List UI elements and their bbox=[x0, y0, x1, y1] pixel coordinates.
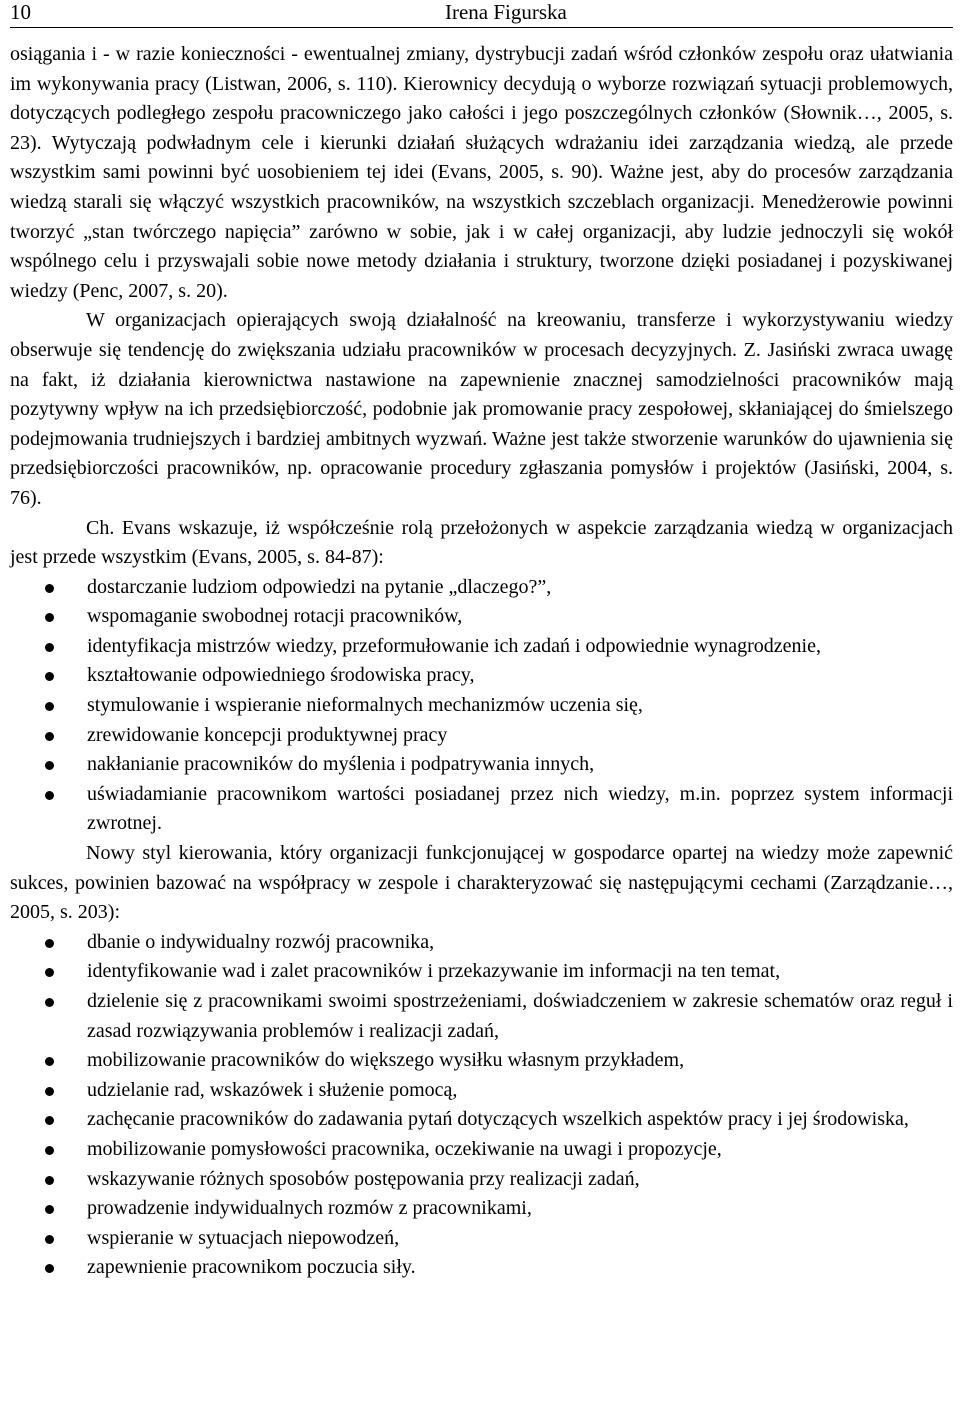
list-item-text: dbanie o indywidualny rozwój pracownika, bbox=[87, 930, 435, 953]
paragraph-4: Nowy styl kierowania, który organizacji funkcjonującej w gospodarce opartej na wiedzy może zapewnić sukces, powinien bazować na współpracy w zespole i charakteryzować się następującymi cechami (Zarządzanie…, 2005, s. 203): bbox=[10, 842, 953, 924]
bullet-icon bbox=[45, 968, 54, 977]
list-item-text: wspieranie w sytuacjach niepowodzeń, bbox=[87, 1226, 400, 1249]
paragraph-3: Ch. Evans wskazuje, iż współcześnie rolą przełożonych w aspekcie zarządzania wiedzą w organizacjach jest przede wszystkim (Evans, 2005, s. 84-87): bbox=[10, 516, 953, 569]
list-item bbox=[10, 602, 953, 632]
list-item-text: zrewidowanie koncepcji produktywnej pracy bbox=[87, 723, 448, 746]
bullet-list-manager-roles bbox=[10, 573, 953, 839]
bullet-icon bbox=[45, 1057, 54, 1066]
list-item-text: udzielanie rad, wskazówek i służenie pomocą, bbox=[87, 1078, 458, 1101]
list-item-text: dzielenie się z pracownikami swoimi spostrzeżeniami, doświadczeniem w zakresie schematów oraz reguł i zasad rozwiązywania problemów i realizacji zadań, bbox=[87, 990, 953, 1042]
bullet-icon bbox=[45, 584, 54, 593]
bullet-icon bbox=[45, 672, 54, 681]
list-item bbox=[10, 928, 953, 958]
list-item bbox=[10, 1135, 953, 1165]
list-item bbox=[10, 957, 953, 987]
page-number: 10 bbox=[10, 0, 31, 24]
list-item bbox=[10, 1076, 953, 1106]
list-item bbox=[10, 1165, 953, 1195]
bullet-icon bbox=[45, 761, 54, 770]
list-item bbox=[10, 1105, 953, 1135]
list-item-text: prowadzenie indywidualnych rozmów z pracownikami, bbox=[87, 1197, 532, 1220]
list-item-text: stymulowanie i wspieranie nieformalnych mechanizmów uczenia się, bbox=[87, 694, 643, 717]
list-item bbox=[10, 1253, 953, 1283]
bullet-icon bbox=[45, 1205, 54, 1214]
list-item bbox=[10, 632, 953, 662]
bullet-icon bbox=[45, 643, 54, 652]
list-item bbox=[10, 1224, 953, 1254]
list-item-text: zapewnienie pracownikom poczucia siły. bbox=[87, 1256, 416, 1279]
bullet-icon bbox=[45, 1176, 54, 1185]
list-item-text: zachęcanie pracowników do zadawania pytań dotyczących wszelkich aspektów pracy i jej środowiska, bbox=[87, 1108, 909, 1131]
list-item-text: kształtowanie odpowiedniego środowiska pracy, bbox=[87, 664, 475, 687]
bullet-icon bbox=[45, 1235, 54, 1244]
list-item bbox=[10, 1046, 953, 1076]
bullet-icon bbox=[45, 613, 54, 622]
bullet-icon bbox=[45, 998, 54, 1007]
bullet-icon bbox=[45, 732, 54, 741]
bullet-icon bbox=[45, 1146, 54, 1155]
list-item bbox=[10, 573, 953, 603]
bullet-icon bbox=[45, 939, 54, 948]
list-item bbox=[10, 780, 953, 839]
list-item-text: nakłanianie pracowników do myślenia i podpatrywania innych, bbox=[87, 753, 595, 776]
list-item-text: mobilizowanie pomysłowości pracownika, oczekiwanie na uwagi i propozycje, bbox=[87, 1137, 722, 1160]
list-item bbox=[10, 750, 953, 780]
body-text bbox=[10, 40, 953, 1283]
list-item bbox=[10, 721, 953, 751]
bullet-icon bbox=[45, 791, 54, 800]
list-item bbox=[10, 1194, 953, 1224]
running-header-author: Irena Figurska bbox=[445, 0, 567, 24]
list-item-text: identyfikowanie wad i zalet pracowników i przekazywanie im informacji na ten temat, bbox=[87, 960, 781, 983]
bullet-icon bbox=[45, 1264, 54, 1273]
list-item-text: wspomaganie swobodnej rotacji pracowników, bbox=[87, 605, 463, 628]
list-item-text: identyfikacja mistrzów wiedzy, przeformułowanie ich zadań i odpowiednie wynagrodzenie, bbox=[87, 634, 821, 657]
running-header bbox=[10, 0, 953, 28]
list-item bbox=[10, 987, 953, 1046]
list-item-text: wskazywanie różnych sposobów postępowania przy realizacji zadań, bbox=[87, 1167, 640, 1190]
list-item-text: dostarczanie ludziom odpowiedzi na pytanie „dlaczego?”, bbox=[87, 575, 552, 598]
list-item-text: uświadamianie pracownikom wartości posiadanej przez nich wiedzy, m.in. poprzez system informacji zwrotnej. bbox=[87, 782, 953, 835]
bullet-list-leadership-traits bbox=[10, 928, 953, 1283]
bullet-icon bbox=[45, 1087, 54, 1096]
list-item bbox=[10, 661, 953, 691]
paragraph-2: W organizacjach opierających swoją działalność na kreowaniu, transferze i wykorzystywaniu wiedzy obserwuje się tendencję do zwiększania udziału pracowników w procesach decyzyjnych. Z. Jasiński zwraca uwagę na fakt, iż działania kierownictwa nastawione na zapewnienie znacznej samodzielności pracowników mają pozytywny wpływ na ich przedsiębiorczość, podobnie jak promowanie pracy zespołowej, skłaniającej do śmielszego podejmowania trudniejszych i bardziej ambitnych wyzwań. Ważne jest także stworzenie warunków do ujawnienia się przedsiębiorczości pracowników, np. opracowanie procedury zgłaszania pomysłów i projektów (Jasiński, 2004, s. 76). bbox=[10, 309, 953, 509]
paragraph-1: osiągania i - w razie konieczności - ewentualnej zmiany, dystrybucji zadań wśród członków zespołu oraz ułatwiania im wykonywania pracy (Listwan, 2006, s. 110). Kierownicy decydują o wyborze rozwiązań sytuacji problemowych, dotyczących podległego zespołu pracowniczego jako całości i jego poszczególnych członków (Słownik…, 2005, s. 23). Wytyczają podwładnym cele i kierunki działań służących wdrażaniu idei zarządzania wiedzą, ale przede wszystkim sami powinni być uosobieniem tej idei (Evans, 2005, s. 90). Ważne jest, aby do procesów zarządzania wiedzą starali się włączyć wszystkich pracowników, na wszystkich szczeblach organizacji. Menedżerowie powinni tworzyć „stan twórczego napięcia” zarówno w sobie, jak i w całej organizacji, aby ludzie jednoczyli się wokół wspólnego celu i przyswajali sobie nowe metody działania i struktury, tworzone dzięki posiadanej i pozyskiwanej wiedzy (Penc, 2007, s. 20). bbox=[10, 43, 953, 302]
bullet-icon bbox=[45, 702, 54, 711]
bullet-icon bbox=[45, 1116, 54, 1125]
list-item-text: mobilizowanie pracowników do większego wysiłku własnym przykładem, bbox=[87, 1049, 685, 1072]
list-item bbox=[10, 691, 953, 721]
